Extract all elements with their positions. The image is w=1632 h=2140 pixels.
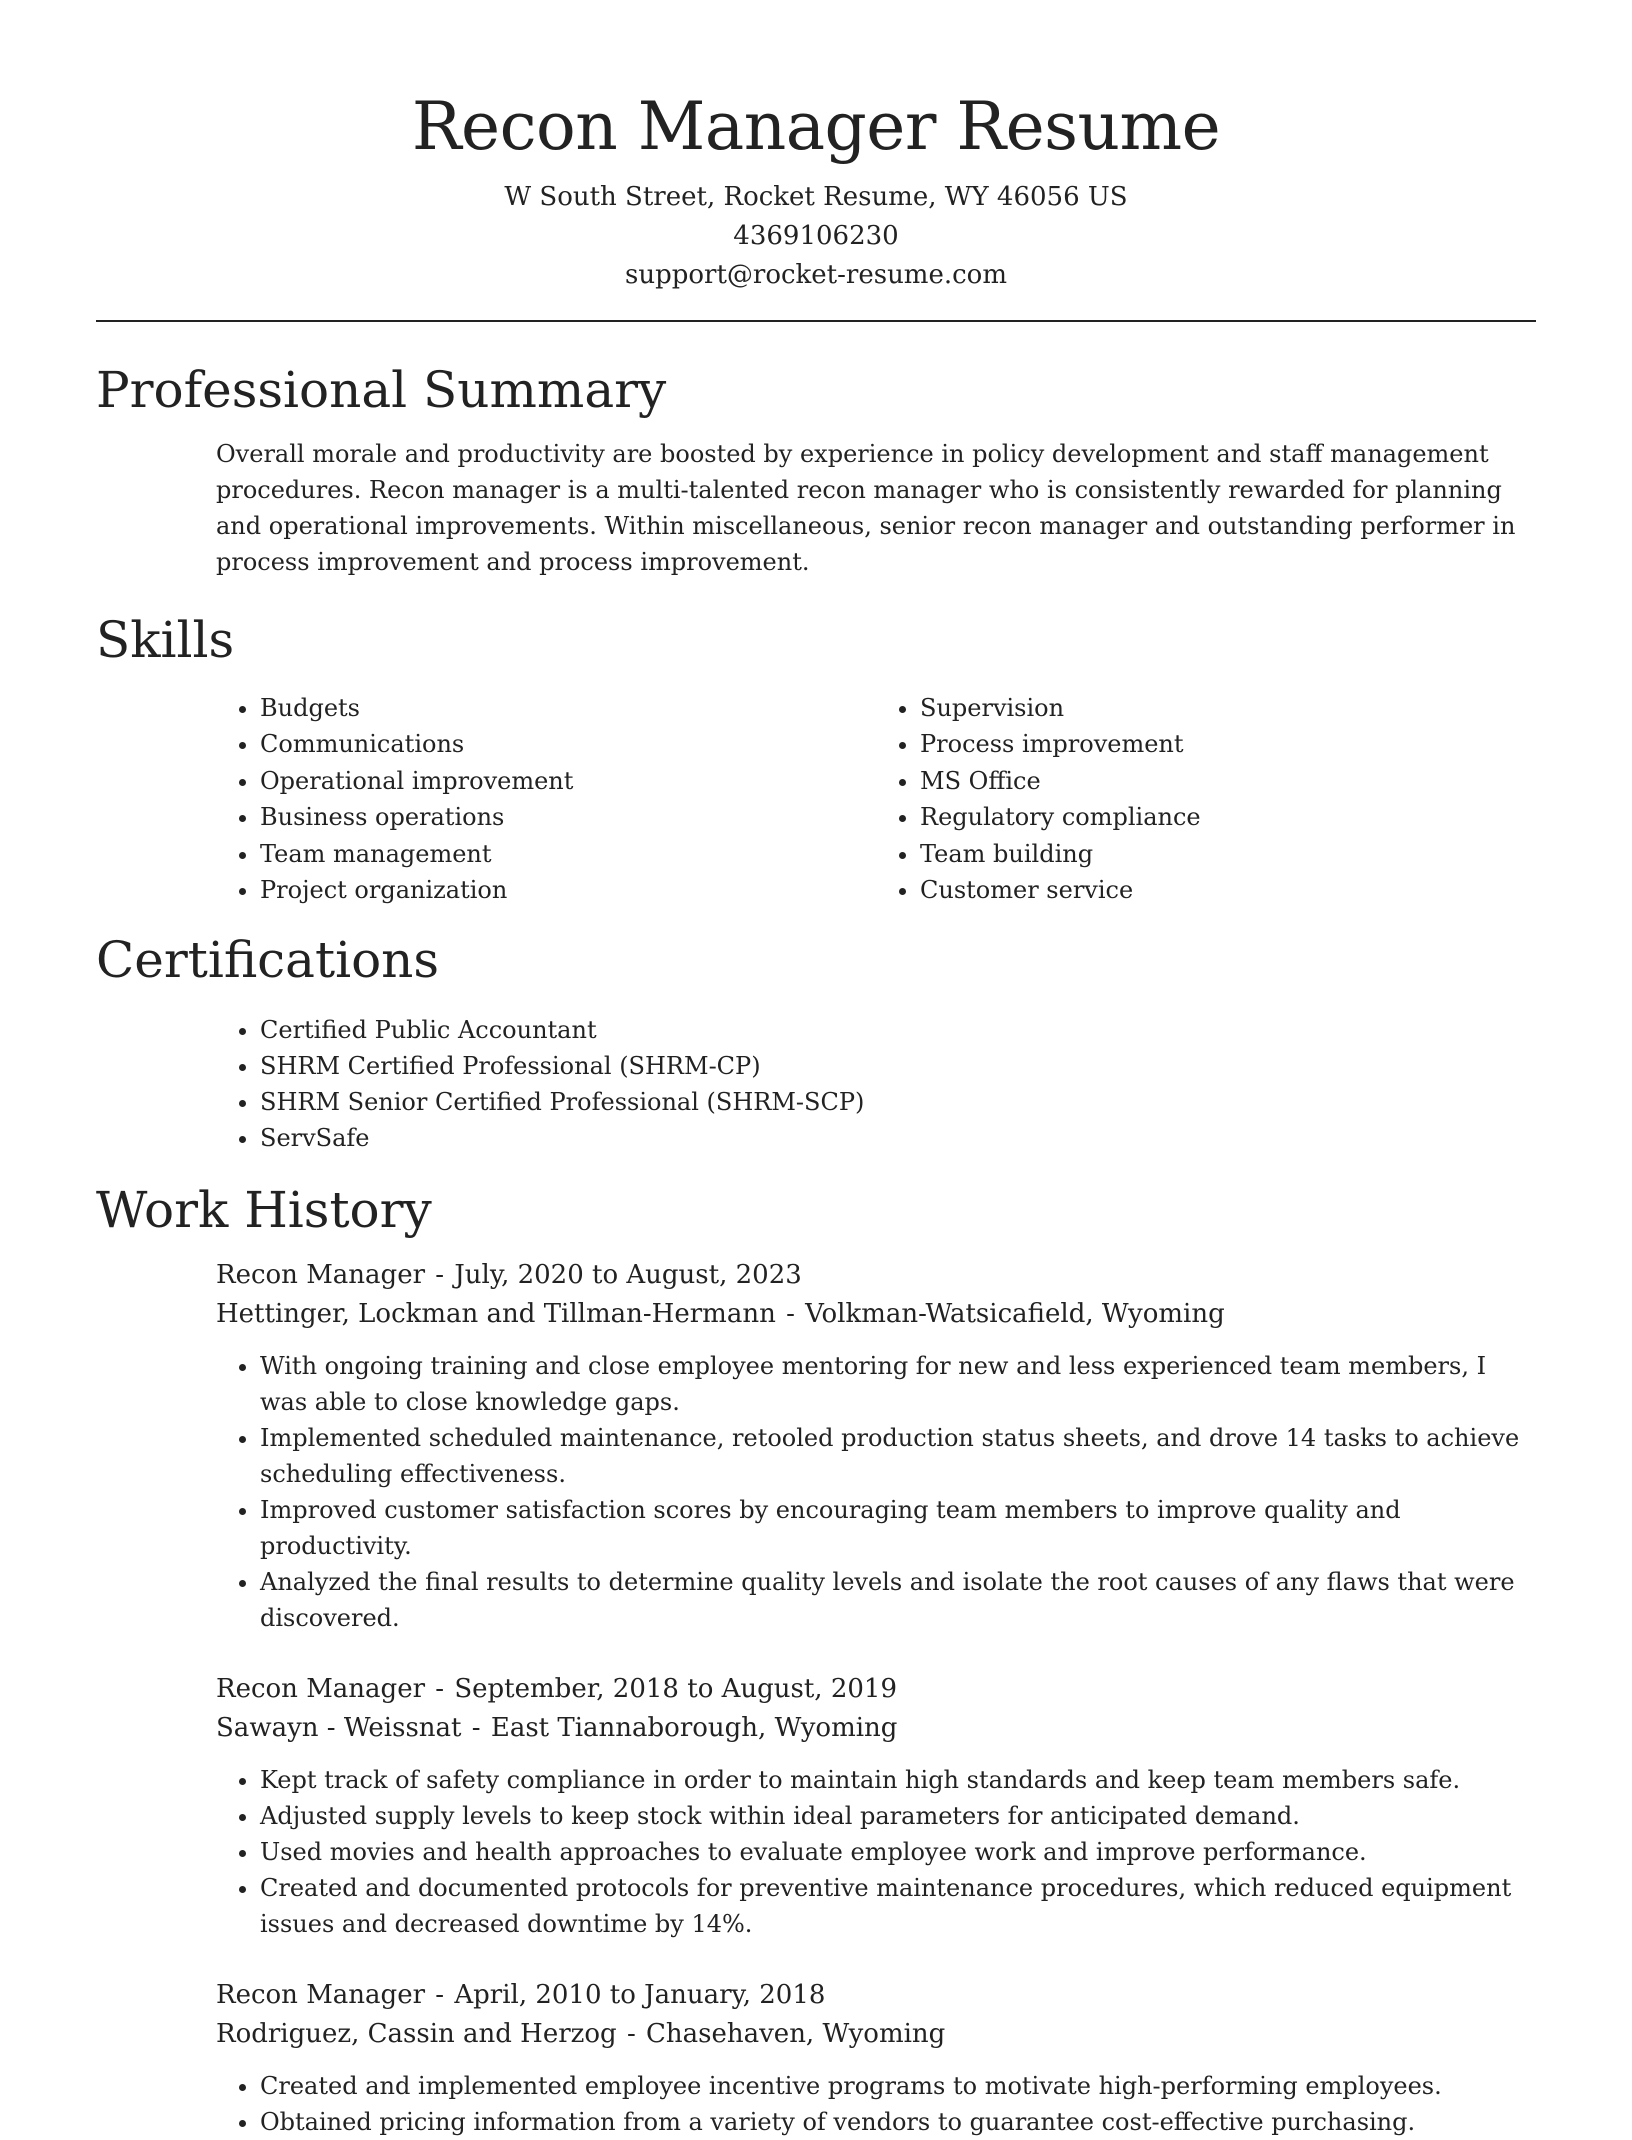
job-bullet: • Kept track of safety compliance in order to maintain high standards and keep team members safe. — [260, 1762, 1536, 1798]
job-company: Rodriguez, Cassin and Herzog — [216, 2019, 617, 2050]
job-company: Sawayn - Weissnat — [216, 1713, 462, 1744]
job-entry — [216, 1670, 1536, 1942]
job-bullet: • Improved customer satisfaction scores by encouraging team members to improve quality and productivity. — [260, 1492, 1536, 1564]
job-title: Recon Manager — [216, 1260, 426, 1291]
certification-item: • SHRM Senior Certified Professional (SHRM-SCP) — [260, 1084, 1536, 1120]
skill-item: • Team building — [920, 836, 1536, 872]
skill-item: • Communications — [260, 726, 876, 762]
certifications-list — [216, 1012, 1536, 1156]
job-title: Recon Manager — [216, 1674, 426, 1705]
job-entry — [216, 1256, 1536, 1636]
job-separator: - — [435, 1674, 445, 1705]
skill-item: • Customer service — [920, 872, 1536, 908]
job-bullet: • With ongoing training and close employee mentoring for new and less experienced team members, I was able to close knowledge gaps. — [260, 1348, 1536, 1420]
skill-item: • Supervision — [920, 690, 1536, 726]
job-title-line — [216, 1976, 1536, 2015]
skill-item: • Operational improvement — [260, 763, 876, 799]
section-heading-work-history: Work History — [96, 1181, 432, 1240]
job-location: Chasehaven, Wyoming — [646, 2019, 946, 2050]
job-bullet: • Created and documented protocols for preventive maintenance procedures, which reduced equipment issues and decreased downtime by 14%. — [260, 1870, 1536, 1942]
contact-block — [96, 178, 1536, 295]
section-heading-skills: Skills — [96, 611, 235, 669]
job-separator: - — [435, 1260, 445, 1291]
job-bullet: • Analyzed the final results to determine quality levels and isolate the root causes of any flaws that were discovered. — [260, 1564, 1536, 1636]
contact-phone: 4369106230 — [733, 221, 899, 251]
skill-item: • Budgets — [260, 690, 876, 726]
job-company-line — [216, 2015, 1536, 2054]
job-separator: - — [471, 1713, 481, 1744]
header-divider — [96, 320, 1536, 322]
skill-item: • Business operations — [260, 799, 876, 835]
job-bullet: • Created and implemented employee incentive programs to motivate high-performing employees. — [260, 2068, 1536, 2104]
job-company-line — [216, 1295, 1536, 1334]
summary-text: Overall morale and productivity are boosted by experience in policy development and staff management procedures. Recon manager is a multi-talented recon manager who is consistently rewarded for planning and operational improvements. Within miscellaneous, senior recon manager and outstanding performer in process improvement and process improvement. — [216, 440, 1516, 576]
job-title-line — [216, 1670, 1536, 1709]
skill-item: • Regulatory compliance — [920, 799, 1536, 835]
job-bullet: • Implemented scheduled maintenance, retooled production status sheets, and drove 14 tasks to achieve scheduling effectiveness. — [260, 1420, 1536, 1492]
skills-column-right — [876, 690, 1536, 908]
resume-page — [96, 0, 1536, 2140]
job-bullet: • Adjusted supply levels to keep stock within ideal parameters for anticipated demand. — [260, 1798, 1536, 1834]
summary-section — [96, 358, 1536, 580]
section-heading-summary: Professional Summary — [96, 361, 667, 419]
contact-address: W South Street, Rocket Resume, WY 46056 US — [504, 182, 1128, 212]
contact-email: support@rocket-resume.com — [624, 260, 1007, 290]
job-separator: - — [786, 1299, 795, 1330]
skills-grid — [216, 690, 1536, 908]
job-dates: April, 2010 to January, 2018 — [454, 1980, 826, 2011]
job-company: Hettinger, Lockman and Tillman-Hermann — [216, 1299, 776, 1330]
job-entry — [216, 1976, 1536, 2140]
skill-item: • Process improvement — [920, 726, 1536, 762]
job-location: Volkman-Watsicafield, Wyoming — [805, 1299, 1225, 1330]
resume-title: Recon Manager Resume — [411, 88, 1221, 165]
job-bullets — [216, 1348, 1536, 1636]
job-bullet: • Obtained pricing information from a variety of vendors to guarantee cost-effective purchasing. — [260, 2104, 1536, 2140]
job-title: Recon Manager — [216, 1980, 426, 2011]
certifications-section — [96, 928, 1536, 1156]
certification-item: • ServSafe — [260, 1120, 1536, 1156]
skills-column-left — [216, 690, 876, 908]
skills-section — [96, 608, 1536, 908]
skill-item: • Project organization — [260, 872, 876, 908]
job-bullet: • Used movies and health approaches to evaluate employee work and improve performance. — [260, 1834, 1536, 1870]
job-separator: - — [435, 1980, 445, 2011]
job-bullets — [216, 1762, 1536, 1942]
job-location: East Tiannaborough, Wyoming — [490, 1713, 898, 1744]
section-heading-certifications: Certifications — [96, 931, 440, 990]
job-separator: - — [626, 2019, 636, 2050]
certification-item: • Certified Public Accountant — [260, 1012, 1536, 1048]
work-history-section — [96, 1178, 1536, 2140]
job-title-line — [216, 1256, 1536, 1295]
job-bullets — [216, 2068, 1536, 2140]
job-company-line — [216, 1709, 1536, 1748]
skill-item: • Team management — [260, 836, 876, 872]
skill-item: • MS Office — [920, 763, 1536, 799]
job-dates: July, 2020 to August, 2023 — [454, 1260, 802, 1291]
certification-item: • SHRM Certified Professional (SHRM-CP) — [260, 1048, 1536, 1084]
job-dates: September, 2018 to August, 2019 — [454, 1674, 898, 1705]
